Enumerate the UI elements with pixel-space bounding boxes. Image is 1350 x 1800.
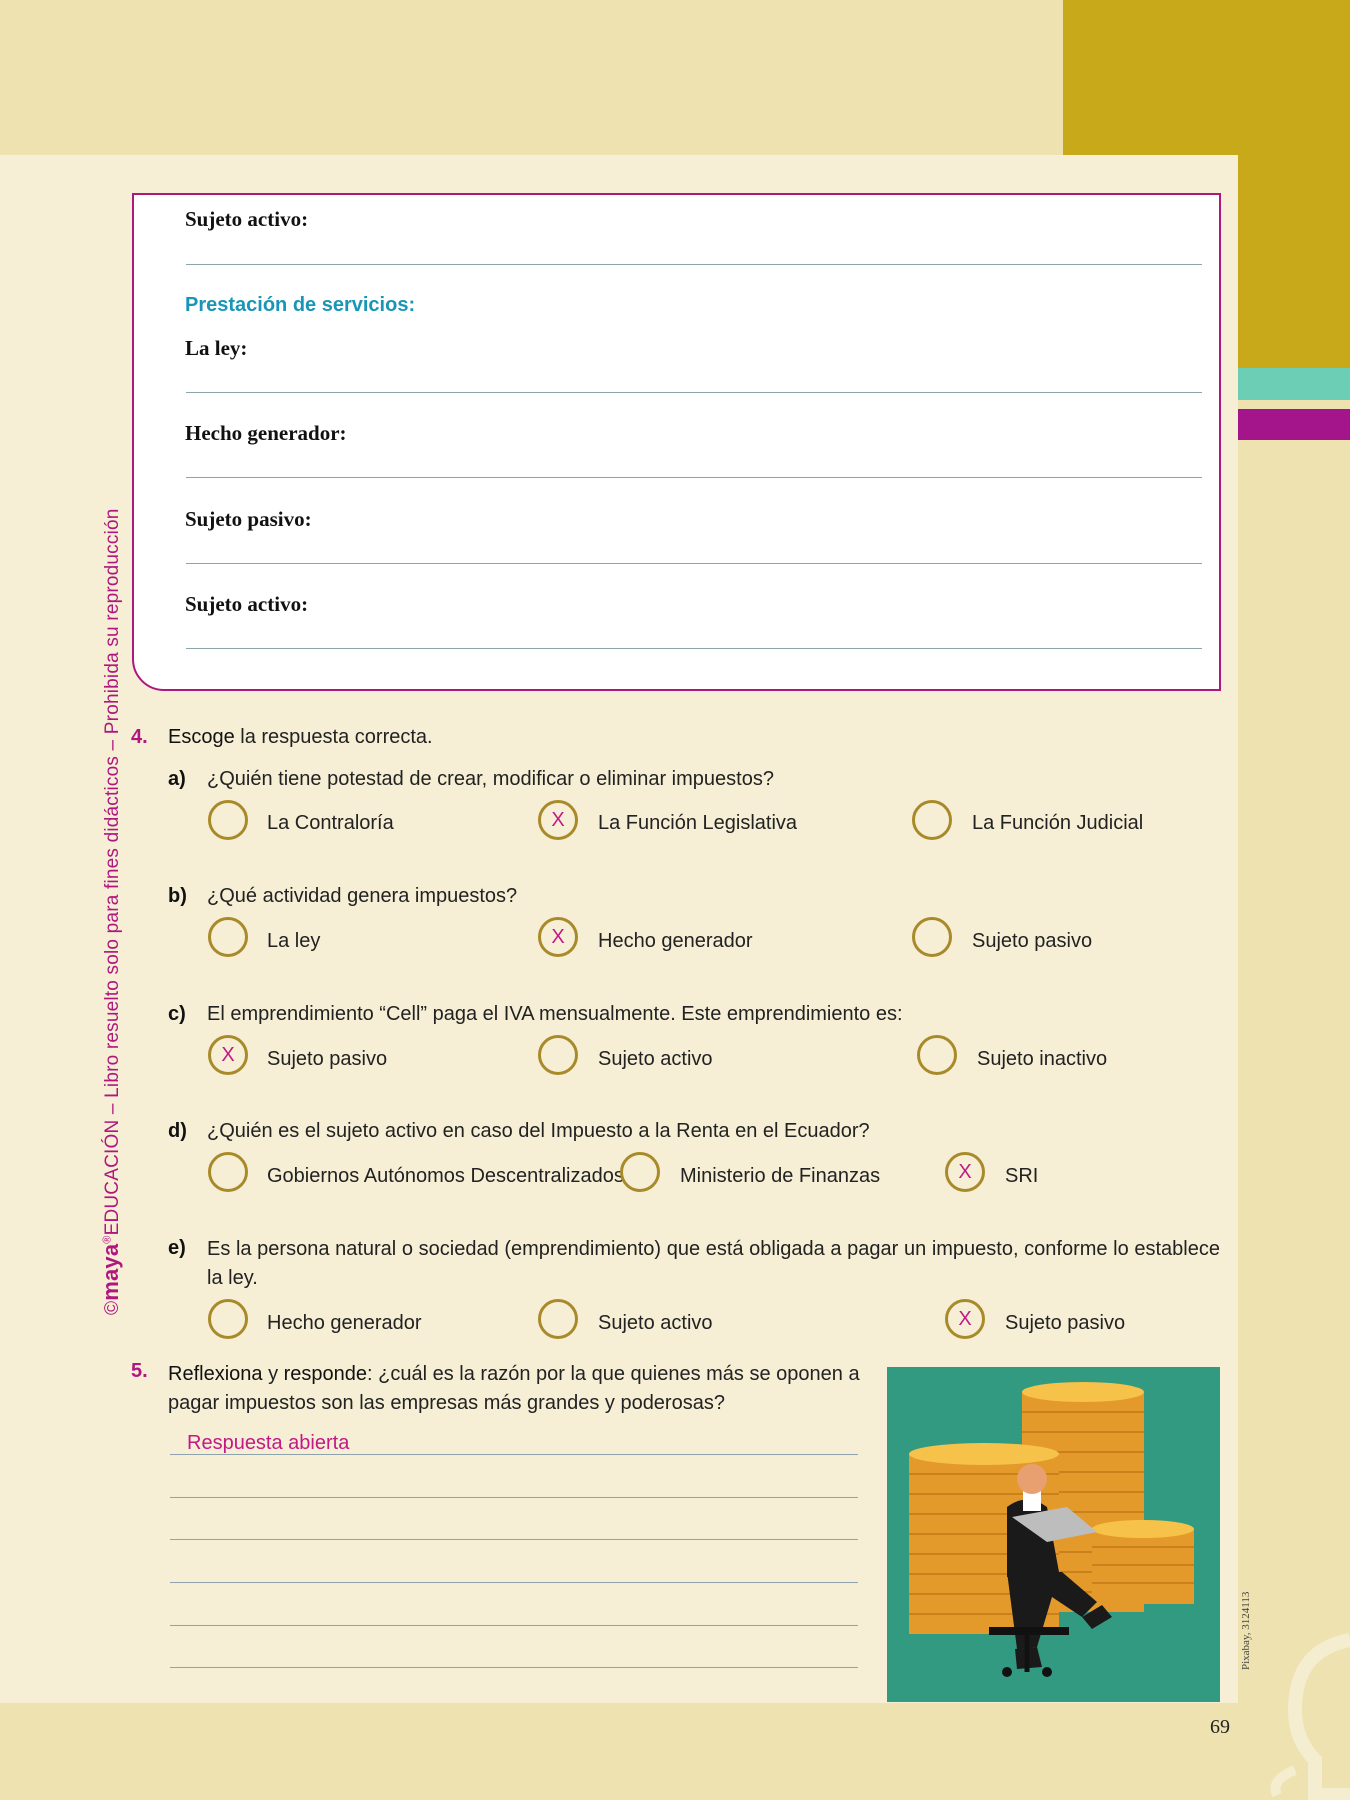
item-e-label: e) bbox=[168, 1237, 186, 1259]
item-b-option-3-radio[interactable] bbox=[912, 917, 952, 957]
writing-line[interactable] bbox=[170, 1667, 858, 1668]
question-4-verb: Escoge bbox=[168, 726, 235, 748]
item-d-question: ¿Quién es el sujeto activo en caso del Impuesto a la Renta en el Ecuador? bbox=[207, 1120, 870, 1142]
item-e-option-1-radio[interactable] bbox=[208, 1299, 248, 1339]
question-5-verb-2: responde bbox=[283, 1363, 368, 1385]
field-label-la-ley: La ley: bbox=[185, 336, 248, 360]
item-b-option-2: Hecho generador bbox=[598, 930, 753, 952]
item-e-question: Es la persona natural o sociedad (emprendimiento) que está obligada a pagar un impuesto, conforme lo establece la ley. bbox=[207, 1238, 1220, 1289]
copyright-symbol: © bbox=[102, 1300, 123, 1315]
magenta-tab bbox=[1238, 409, 1350, 440]
item-a-question: ¿Quién tiene potestad de crear, modificar o eliminar impuestos? bbox=[207, 768, 774, 790]
item-c-option-3-radio[interactable] bbox=[917, 1035, 957, 1075]
answer-line[interactable] bbox=[186, 392, 1202, 393]
item-e-option-1: Hecho generador bbox=[267, 1312, 422, 1334]
bottom-band bbox=[0, 1703, 1350, 1800]
item-a-option-3: La Función Judicial bbox=[972, 812, 1144, 834]
question-4-instruction bbox=[168, 726, 433, 749]
item-b-option-3: Sujeto pasivo bbox=[972, 930, 1093, 952]
item-d-option-3: SRI bbox=[1005, 1165, 1039, 1187]
item-b-question: ¿Qué actividad genera impuestos? bbox=[207, 885, 518, 907]
item-e-option-2: Sujeto activo bbox=[598, 1312, 713, 1334]
question-4-rest: la respuesta correcta. bbox=[234, 726, 433, 748]
item-c-option-1: Sujeto pasivo bbox=[267, 1048, 388, 1070]
section-title-prestacion: Prestación de servicios: bbox=[185, 294, 416, 316]
item-d-option-3-radio[interactable] bbox=[945, 1152, 985, 1192]
brand-logo: maya bbox=[98, 1243, 123, 1301]
page-number: 69 bbox=[1210, 1716, 1230, 1738]
writing-line[interactable] bbox=[170, 1539, 858, 1540]
field-label-sujeto-pasivo: Sujeto pasivo: bbox=[185, 507, 312, 531]
field-label-hecho-generador: Hecho generador: bbox=[185, 421, 347, 445]
copyright-sidebar bbox=[98, 508, 124, 1315]
item-b-option-2-radio[interactable] bbox=[538, 917, 578, 957]
item-c-option-3: Sujeto inactivo bbox=[977, 1048, 1108, 1070]
writing-line[interactable] bbox=[170, 1454, 858, 1455]
checked-x-icon: X bbox=[958, 1161, 972, 1183]
question-5-prompt bbox=[168, 1360, 868, 1418]
registered-mark: ® bbox=[101, 1235, 114, 1244]
item-c-option-2-radio[interactable] bbox=[538, 1035, 578, 1075]
checked-x-icon: X bbox=[221, 1044, 235, 1066]
item-d-option-2: Ministerio de Finanzas bbox=[680, 1165, 881, 1187]
item-c-option-2: Sujeto activo bbox=[598, 1048, 713, 1070]
question-5-conj: y bbox=[262, 1363, 284, 1385]
item-a-label: a) bbox=[168, 768, 186, 790]
item-c-label: c) bbox=[168, 1003, 186, 1025]
item-a-option-2: La Función Legislativa bbox=[598, 812, 798, 834]
lightbulb-icon bbox=[1255, 1630, 1350, 1800]
item-a-option-1: La Contraloría bbox=[267, 812, 394, 834]
checked-x-icon: X bbox=[551, 926, 565, 948]
item-c-question: El emprendimiento “Cell” paga el IVA mensualmente. Este emprendimiento es: bbox=[207, 1003, 903, 1025]
item-d-label: d) bbox=[168, 1120, 187, 1142]
item-b-label: b) bbox=[168, 885, 187, 907]
image-credit: Pixabay, 3124113 bbox=[1240, 1591, 1252, 1670]
teal-tab bbox=[1238, 368, 1350, 400]
item-e-option-3-radio[interactable] bbox=[945, 1299, 985, 1339]
writing-line[interactable] bbox=[170, 1625, 858, 1626]
answer-open: Respuesta abierta bbox=[187, 1432, 350, 1454]
writing-line[interactable] bbox=[170, 1582, 858, 1583]
checked-x-icon: X bbox=[958, 1308, 972, 1330]
question-5-rest: : ¿cuál es la razón por la que quienes más se oponen a pagar impuestos son las empresas más grandes y poderosas? bbox=[168, 1363, 860, 1414]
item-b-option-1-radio[interactable] bbox=[208, 917, 248, 957]
answer-line[interactable] bbox=[186, 648, 1202, 649]
copyright-text: EDUCACIÓN – Libro resuelto solo para fines didácticos – Prohibida su reproducción bbox=[102, 508, 123, 1236]
coin-stack-small-icon bbox=[1092, 1520, 1194, 1604]
question-5-number: 5. bbox=[131, 1360, 148, 1382]
right-margin bbox=[1238, 440, 1350, 1700]
businessman-coins-illustration bbox=[887, 1367, 1220, 1702]
answer-line[interactable] bbox=[186, 563, 1202, 564]
item-a-option-3-radio[interactable] bbox=[912, 800, 952, 840]
item-a-option-1-radio[interactable] bbox=[208, 800, 248, 840]
field-label-sujeto-activo-2: Sujeto activo: bbox=[185, 592, 309, 616]
answer-line[interactable] bbox=[186, 264, 1202, 265]
item-d-option-1: Gobiernos Autónomos Descentralizados bbox=[267, 1165, 624, 1187]
item-b-option-1: La ley bbox=[267, 930, 321, 952]
question-5-verb-1: Reflexiona bbox=[168, 1363, 263, 1385]
item-a-option-2-radio[interactable] bbox=[538, 800, 578, 840]
item-c-option-1-radio[interactable] bbox=[208, 1035, 248, 1075]
item-e-option-2-radio[interactable] bbox=[538, 1299, 578, 1339]
checked-x-icon: X bbox=[551, 809, 565, 831]
item-e-option-3: Sujeto pasivo bbox=[1005, 1312, 1126, 1334]
answer-line[interactable] bbox=[186, 477, 1202, 478]
writing-line[interactable] bbox=[170, 1497, 858, 1498]
question-4-number: 4. bbox=[131, 726, 148, 748]
item-d-option-2-radio[interactable] bbox=[620, 1152, 660, 1192]
field-label-sujeto-activo-1: Sujeto activo: bbox=[185, 207, 309, 231]
item-d-option-1-radio[interactable] bbox=[208, 1152, 248, 1192]
